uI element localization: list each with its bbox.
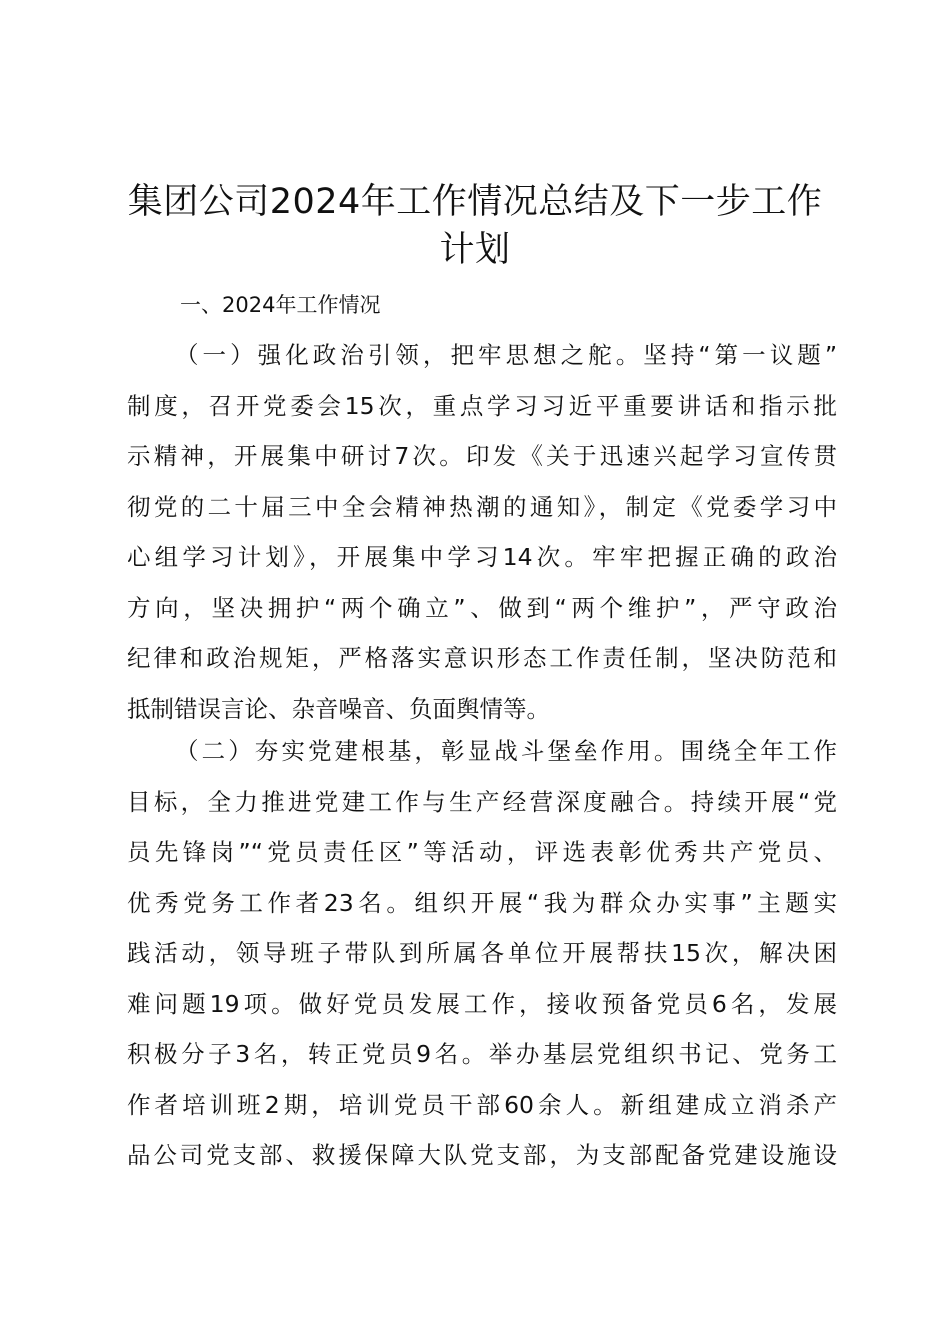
title-line-2: 计划 [439, 230, 511, 270]
paragraph-line: 优秀党务工作者23名。组织开展“我为群众办实事”主题实 [127, 888, 837, 917]
document-title [80, 178, 870, 274]
paragraph-line: 积极分子3名，转正党员9名。举办基层党组织书记、党务工 [127, 1040, 837, 1068]
title-line-1: 集团公司2024年工作情况总结及下一步工作 [127, 182, 823, 222]
paragraph-line: 作者培训班2期，培训党员干部60余人。新组建成立消杀产 [127, 1090, 837, 1119]
paragraph-1 [127, 330, 837, 734]
paragraph-line: 方向，坚决拥护“两个确立”、做到“两个维护”，严守政治 [127, 593, 837, 622]
paragraph-line: 抵制错误言论、杂音噪音、负面舆情等。 [127, 694, 550, 723]
paragraph-line: 品公司党支部、救援保障大队党支部，为支部配备党建设施设 [127, 1141, 837, 1169]
paragraph-line: 彻党的二十届三中全会精神热潮的通知》，制定《党委学习中 [127, 492, 837, 521]
paragraph-line: 难问题19项。做好党员发展工作，接收预备党员6名，发展 [127, 989, 837, 1018]
paragraph-line: 践活动，领导班子带队到所属各单位开展帮扶15次，解决困 [127, 939, 837, 967]
paragraph-line: 目标，全力推进党建工作与生产经营深度融合。持续开展“党 [127, 787, 837, 816]
paragraph-line: （二）夯实党建根基，彰显战斗堡垒作用。围绕全年工作 [175, 737, 837, 765]
paragraph-line: 制度，召开党委会15次，重点学习习近平重要讲话和指示批 [127, 391, 837, 420]
paragraph-line: （一）强化政治引领，把牢思想之舵。坚持“第一议题” [175, 341, 837, 369]
paragraph-2 [127, 726, 837, 1181]
section-heading: 一、2024年工作情况 [180, 293, 381, 317]
paragraph-line: 员先锋岗”“党员责任区”等活动，评选表彰优秀共产党员、 [127, 838, 837, 866]
paragraph-line: 纪律和政治规矩，严格落实意识形态工作责任制，坚决防范和 [127, 644, 837, 672]
paragraph-line: 示精神，开展集中研讨7次。印发《关于迅速兴起学习宣传贯 [127, 442, 837, 470]
paragraph-line: 心组学习计划》，开展集中学习14次。牢牢把握正确的政治 [127, 543, 837, 571]
